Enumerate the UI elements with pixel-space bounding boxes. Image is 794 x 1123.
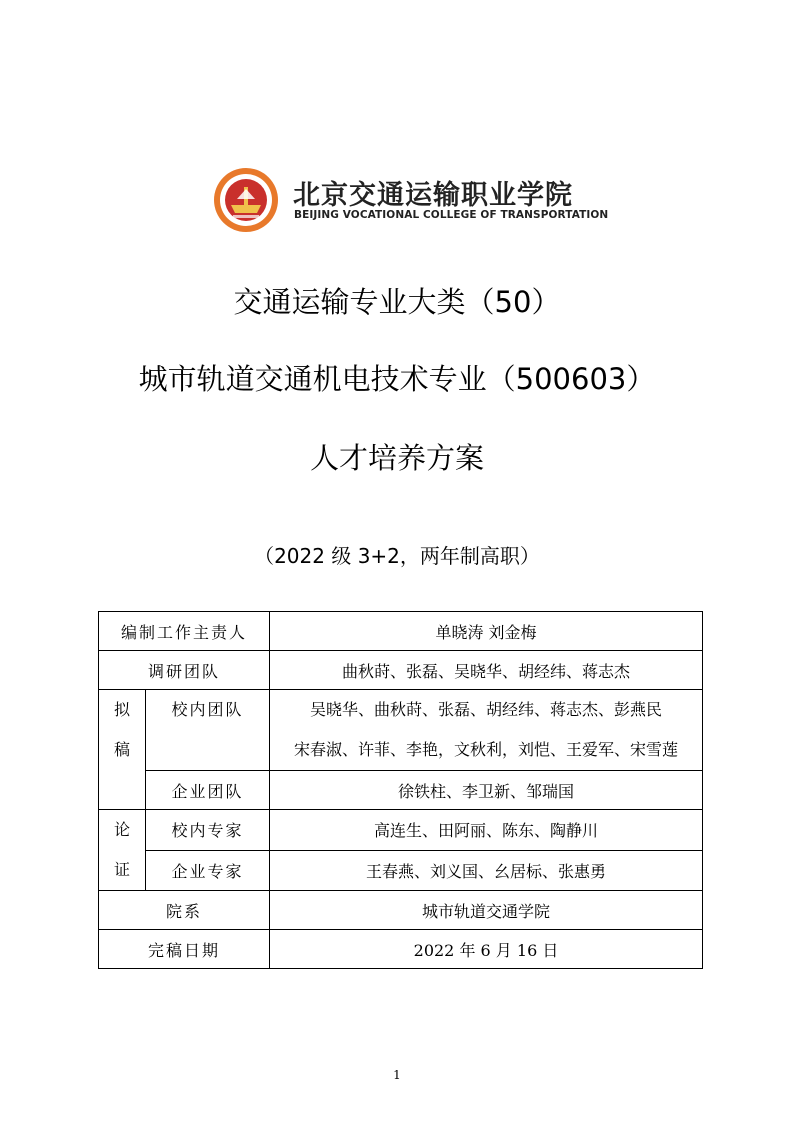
editor-label: 编制工作主责人 [99, 612, 270, 651]
research-label: 调研团队 [99, 651, 270, 690]
title-major: 城市轨道交通机电技术专业（500603） [138, 362, 656, 396]
draft-company-value: 徐铁柱、李卫新、邹瑞国 [270, 771, 703, 810]
review-label-char-2: 证 [113, 860, 130, 879]
draft-label-char-1: 拟 [113, 700, 130, 719]
table-row [99, 651, 703, 690]
research-value: 曲秋莳、张磊、吴晓华、胡经纬、蒋志杰 [270, 651, 703, 690]
review-school-value: 高连生、田阿丽、陈东、陶静川 [270, 810, 703, 851]
draft-school-value [270, 690, 703, 771]
review-label-char-1: 论 [113, 820, 130, 839]
dept-label: 院系 [99, 891, 270, 930]
title-category: 交通运输专业大类（50） [233, 285, 561, 319]
logo-name-en: BEIJING VOCATIONAL COLLEGE OF TRANSPORTATION [294, 209, 609, 221]
college-logo [213, 167, 613, 233]
table-row [99, 771, 703, 810]
info-table [98, 611, 703, 969]
college-emblem-icon [213, 167, 279, 233]
draft-school-label: 校内团队 [146, 690, 270, 771]
table-row [99, 690, 703, 771]
table-row [99, 612, 703, 651]
page-number: 1 [393, 1068, 401, 1082]
review-company-value: 王春燕、刘义国、幺居标、张惠勇 [270, 850, 703, 891]
table-row [99, 850, 703, 891]
editor-value: 单晓涛 刘金梅 [270, 612, 703, 651]
draft-school-line-1: 吴晓华、曲秋莳、张磊、胡经纬、蒋志杰、彭燕民 [309, 700, 662, 719]
logo-name-cn: 北京交通运输职业学院 [293, 180, 573, 211]
draft-company-label: 企业团队 [146, 771, 270, 810]
draft-label-char-2: 稿 [113, 740, 130, 759]
review-side-label [99, 810, 146, 891]
review-school-label: 校内专家 [146, 810, 270, 851]
title-grade: （2022 级 3+2，两年制高职） [254, 544, 540, 568]
table-row [99, 810, 703, 851]
title-plan: 人才培养方案 [309, 441, 484, 475]
date-label: 完稿日期 [99, 930, 270, 969]
draft-side-label [99, 690, 146, 810]
draft-school-line-2: 宋春淑、许菲、李艳，文秋利，刘恺、王爱军、宋雪莲 [293, 740, 678, 759]
date-value: 2022 年 6 月 16 日 [270, 930, 703, 969]
table-row [99, 891, 703, 930]
dept-value: 城市轨道交通学院 [270, 891, 703, 930]
review-company-label: 企业专家 [146, 850, 270, 891]
table-row [99, 930, 703, 969]
